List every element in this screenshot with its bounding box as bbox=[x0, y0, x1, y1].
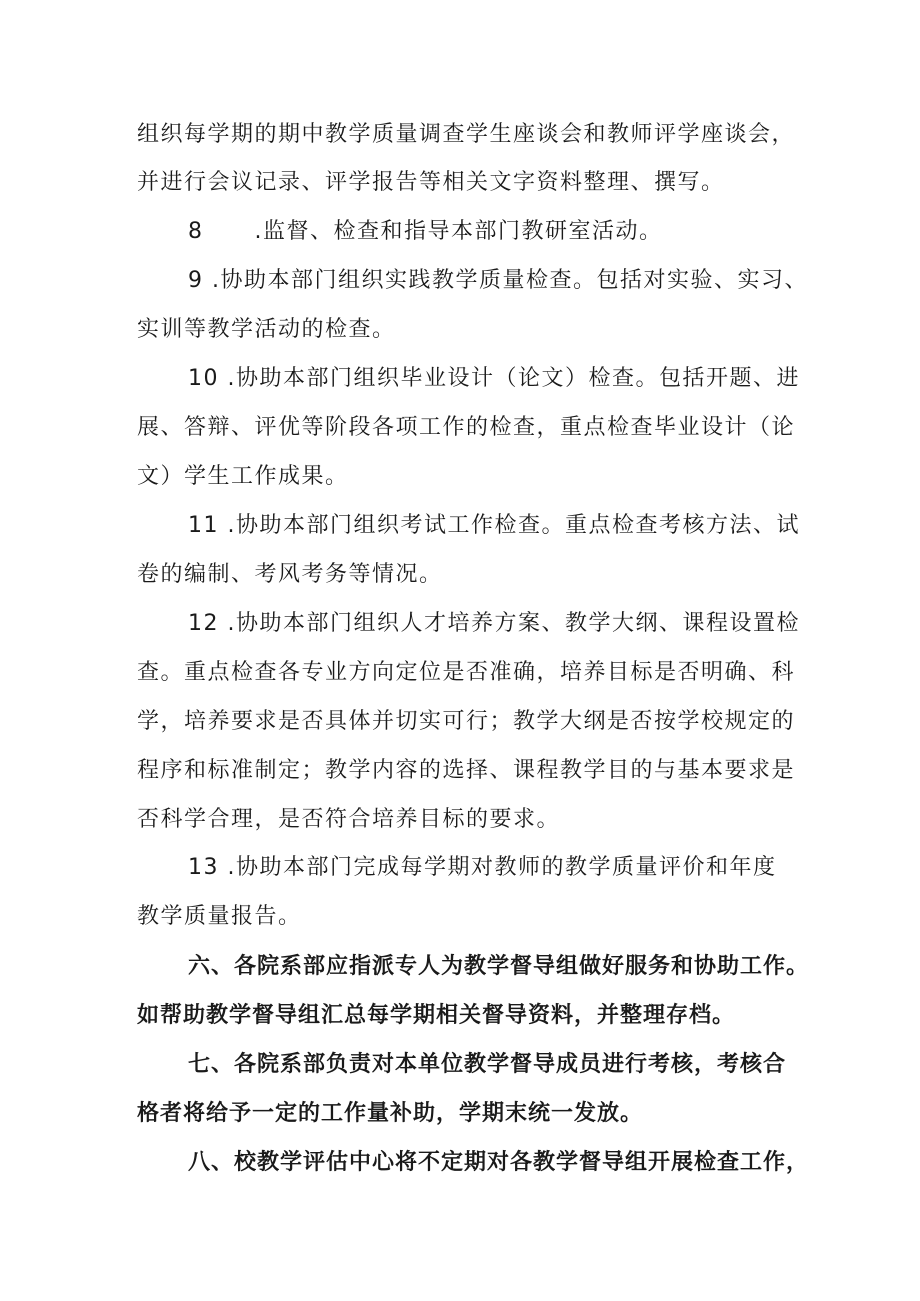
section-line: 如帮助教学督导组汇总每学期相关督导资料，并整理存档。 bbox=[137, 1003, 736, 1028]
text-line: 教学质量报告。 bbox=[137, 904, 302, 929]
text-line: 否科学合理，是否符合培养目标的要求。 bbox=[137, 807, 561, 832]
text-line: 学，培养要求是否具体并切实可行；教学大纲是否按学校规定的 bbox=[137, 709, 796, 734]
text-line: 查。重点检查各专业方向定位是否准确，培养目标是否明确、科 bbox=[137, 660, 796, 685]
text-line: 9 .协助本部门组织实践教学质量检查。包括对实验、实习、 bbox=[188, 268, 808, 293]
text-line: 展、答辩、评优等阶段各项工作的检查，重点检查毕业设计（论 bbox=[137, 415, 796, 440]
text-line: 8 .监督、检查和指导本部门教研室活动。 bbox=[188, 219, 663, 244]
text-line: 实训等教学活动的检查。 bbox=[137, 317, 396, 342]
text-line: 卷的编制、考风考务等情况。 bbox=[137, 562, 443, 587]
section-line: 七、各院系部负责对本单位教学督导成员进行考核，考核合 bbox=[188, 1052, 787, 1077]
text-line: 并进行会议记录、评学报告等相关文字资料整理、撰写。 bbox=[137, 170, 725, 195]
section-line: 六、各院系部应指派专人为教学督导组做好服务和协助工作。 bbox=[188, 954, 810, 979]
text-line: 11 .协助本部门组织考试工作检查。重点检查考核方法、试 bbox=[188, 513, 800, 538]
text-line: 13 .协助本部门完成每学期对教师的教学质量评价和年度 bbox=[188, 855, 777, 880]
section-line: 格者将给予一定的工作量补助，学期末统一发放。 bbox=[137, 1101, 644, 1126]
section-line: 八、校教学评估中心将不定期对各教学督导组开展检查工作， bbox=[188, 1150, 810, 1175]
text-line: 程序和标准制定；教学内容的选择、课程教学目的与基本要求是 bbox=[137, 758, 796, 783]
text-line: 组织每学期的期中教学质量调查学生座谈会和教师评学座谈会， bbox=[137, 122, 796, 147]
text-line: 文）学生工作成果。 bbox=[137, 464, 349, 489]
text-line: 12 .协助本部门组织人才培养方案、教学大纲、课程设置检 bbox=[188, 611, 800, 636]
text-line: 10 .协助本部门组织毕业设计（论文）检查。包括开题、进 bbox=[188, 366, 800, 391]
